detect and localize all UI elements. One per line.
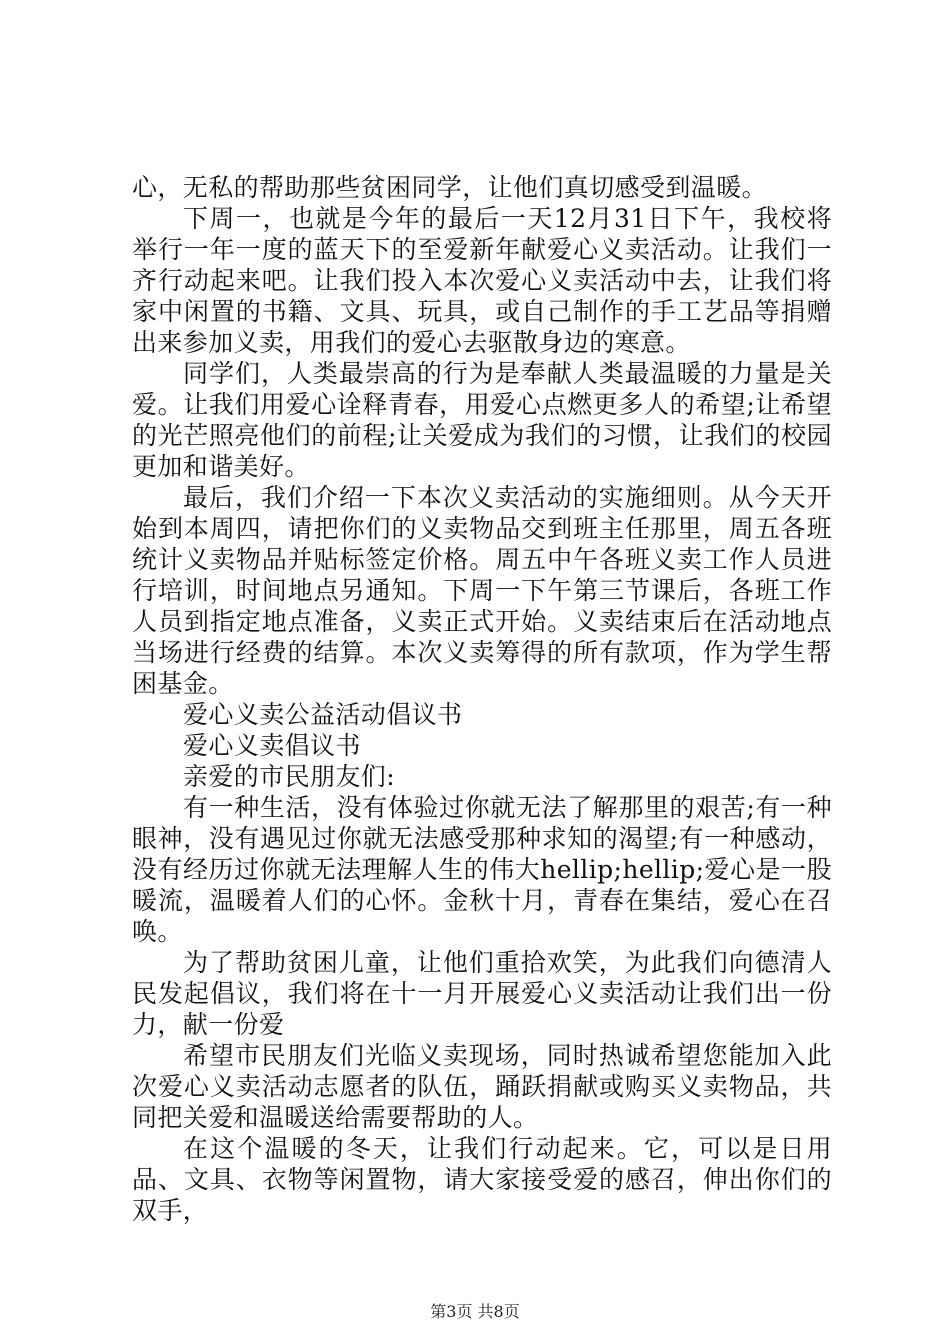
paragraph: 同学们，人类最崇高的行为是奉献人类最温暖的力量是关爱。让我们用爱心诠释青春，用爱心点燃更多人的希望;让希望的光芒照亮他们的前程;让关爱成为我们的习惯，让我们的校园更加和谐美好。 (132, 359, 832, 481)
heading-proposal-title: 爱心义卖公益活动倡议书 (183, 700, 463, 729)
paragraph: 在这个温暖的冬天，让我们行动起来。它，可以是日用品、文具、衣物等闲置物，请大家接受爱的感召，伸出你们的双手， (132, 1134, 832, 1225)
paragraph: 为了帮助贫困儿童，让他们重拾欢笑，为此我们向德清人民发起倡议，我们将在十一月开展爱心义卖活动让我们出一份力，献一份爱 (132, 948, 832, 1039)
page-number-footer: 第3页 共8页 (430, 1302, 520, 1321)
paragraph: 最后，我们介绍一下本次义卖活动的实施细则。从今天开始到本周四，请把你们的义卖物品交到班主任那里，周五各班统计义卖物品并贴标签定价格。周五中午各班义卖工作人员进行培训，时间地点另通知。下周一下午第三节课后，各班工作人员到指定地点准备，义卖正式开始。义卖结束后在活动地点当场进行经费的结算。本次义卖筹得的所有款项，作为学生帮困基金。 (132, 483, 832, 698)
document-body (132, 172, 832, 1226)
paragraph: 下周一，也就是今年的最后一天12月31日下午，我校将举行一年一度的蓝天下的至爱新年献爱心义卖活动。让我们一齐行动起来吧。让我们投入本次爱心义卖活动中去，让我们将家中闲置的书籍、文具、玩具，或自己制作的手工艺品等捐赠出来参加义卖，用我们的爱心去驱散身边的寒意。 (132, 204, 832, 357)
heading-proposal-subtitle: 爱心义卖倡议书 (183, 731, 361, 760)
paragraph: 心，无私的帮助那些贫困同学，让他们真切感受到温暖。 (132, 173, 768, 202)
paragraph: 有一种生活，没有体验过你就无法了解那里的艰苦;有一种眼神，没有遇见过你就无法感受那种求知的渴望;有一种感动，没有经历过你就无法理解人生的伟大hellip;hellip;爱心是一股暖流，温暖着人们的心怀。金秋十月，青春在集结，爱心在召唤。 (132, 793, 832, 946)
salutation: 亲爱的市民朋友们: (183, 762, 396, 791)
paragraph: 希望市民朋友们光临义卖现场，同时热诚希望您能加入此次爱心义卖活动志愿者的队伍，踊跃捐献或购买义卖物品，共同把关爱和温暖送给需要帮助的人。 (132, 1041, 832, 1132)
